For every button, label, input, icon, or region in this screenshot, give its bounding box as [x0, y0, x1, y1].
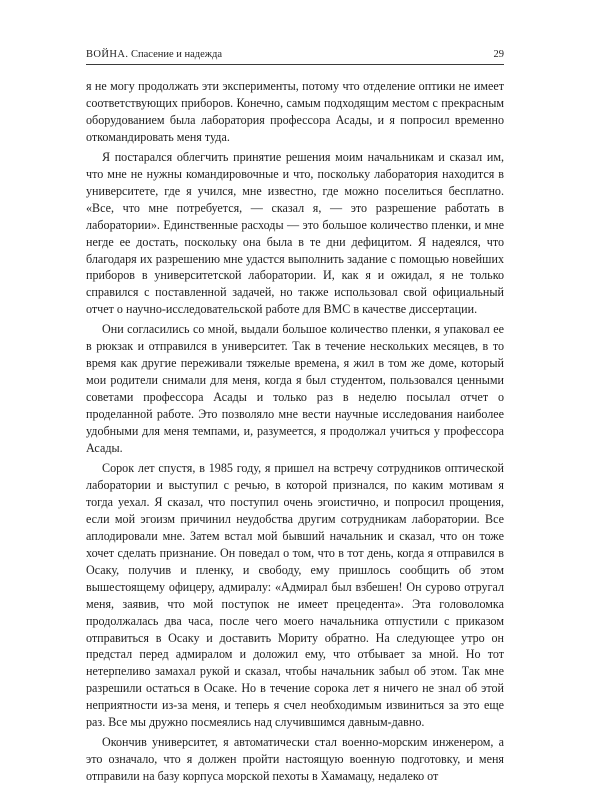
- running-title-rest: Спасение и надежда: [128, 49, 223, 60]
- running-title-caps: ВОЙНА.: [86, 49, 129, 60]
- page-number: 29: [493, 49, 504, 60]
- paragraph: Сорок лет спустя, в 1985 году, я пришел на встречу сотрудников оптической лаборатории и выступил с речью, в которой признался, по каким мотивам я тогда уехал. Я сказал, что поступил очень эгоистично, и попросил прощения, если мой эгоизм причинил неудобства другим сотрудникам лаборатории. Все аплодировали мне. Затем встал мой бывший начальник и сказал, что он тоже хочет сделать признание. Он поведал о том, что в тот день, когда я отправился в Осаку, получив и пленку, и свободу, ему пришлось сообщить об этом вышестоящему офицеру, адмиралу: «Адмирал был взбешен! Он сурово отругал меня, заявив, что мой поступок не имеет прецедента». Эта головоломка продолжалась два часа, после чего моего начальника отпустили с приказом отправиться в Осаку и доставить Мориту обратно. На следующее утро он предстал перед адмиралом и доложил ему, что отбывает за мной. Но тот нетерпеливо замахал рукой и сказал, чтобы начальник забыл об этом. Так мне разрешили остаться в Осаке. Но в течение сорока лет я ничего не знал об этой неприятности из-за меня, и теперь я счел необходимым извиниться за это еще раз. Все мы дружно посмеялись над случившимся давным-давно.: [86, 460, 504, 730]
- header-rule: [86, 64, 504, 65]
- running-header: [86, 47, 504, 63]
- body-text: [86, 78, 504, 785]
- paragraph: Окончив университет, я автоматически стал военно-морским инженером, а это означало, что я должен пройти настоящую военную подготовку, и меня отправили на базу корпуса морской пехоты в Хамамацу, недалеко от: [86, 735, 504, 784]
- paragraph: Они согласились со мной, выдали большое количество пленки, я упаковал ее в рюкзак и отправился в университет. Так в течение нескольких месяцев, в то время как другие переживали тяжелые времена, я жил в том же доме, который мои родители снимали для меня, когда я был студентом, пользовался ценными советами профессора Асады и только раз в неделю посылал отчет о проделанной работе. Это позволяло мне вести научные исследования наиболее удобными для меня темпами, и, разумеется, я продолжал учиться у профессора Асады.: [86, 322, 504, 456]
- running-title: [86, 47, 222, 63]
- paragraph-continuation: я не могу продолжать эти эксперименты, потому что отделение оптики не имеет соответствующих приборов. Конечно, самым подходящим местом с прекрасным оборудованием была лаборатория профессора Асады, и я попросил временно откомандировать меня туда.: [86, 79, 504, 144]
- paragraph: Я постарался облегчить принятие решения моим начальникам и сказал им, что мне не нужны командировочные и что, поскольку лаборатория находится в университете, где я учился, мне известно, где можно поселиться бесплатно. «Все, что мне потребуется, — сказал я, — это разрешение работать в лаборатории». Единственные расходы — это большое количество пленки, и мне негде ее достать, поскольку она была в те дни дефицитом. Я надеялся, что благодаря их разрешению мне удастся выполнить задание с помощью новейших приборов в университетской лаборатории. И, как я и ожидал, я не только справился с поставленной задачей, но также использовал свой официальный отчет о научно-исследовательской работе для ВМС в качестве диссертации.: [86, 149, 504, 317]
